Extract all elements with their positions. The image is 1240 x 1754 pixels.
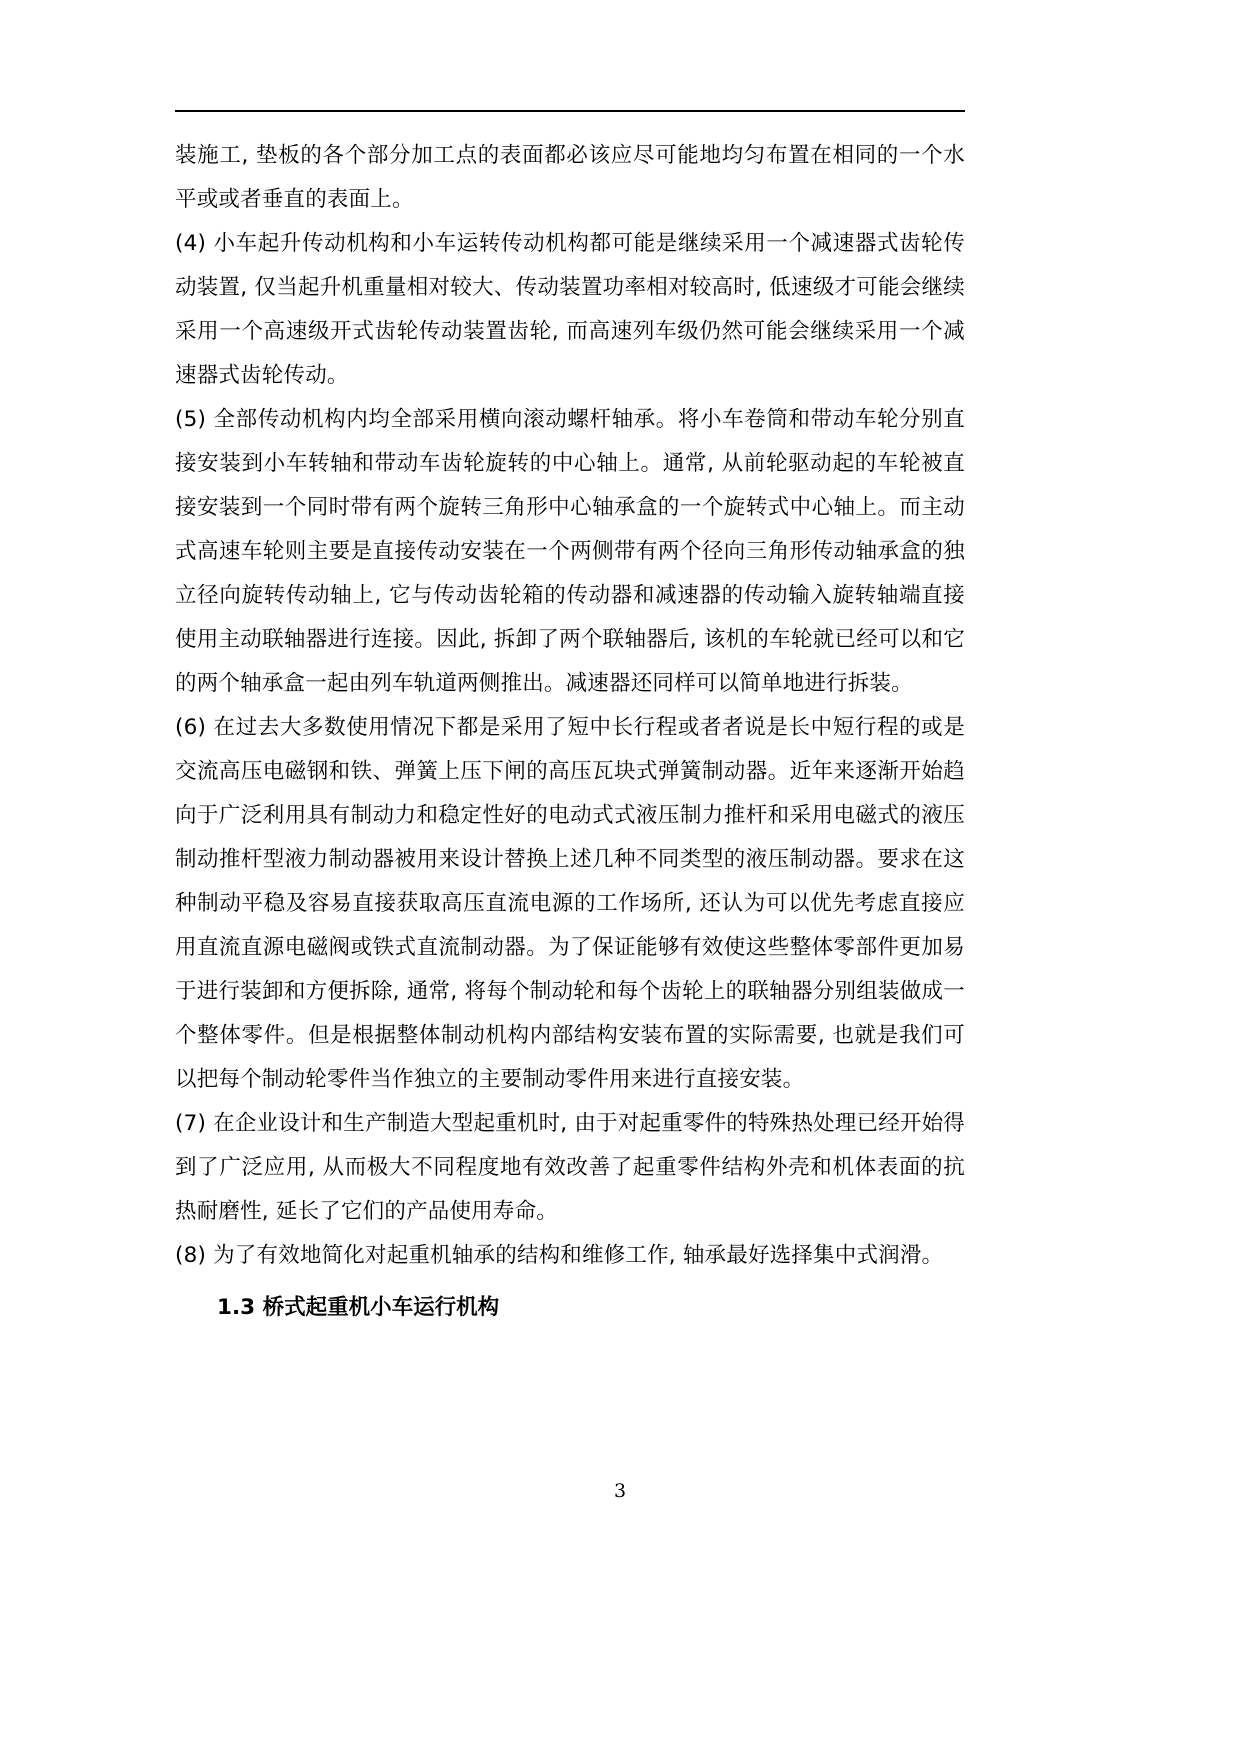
page-number: 3 xyxy=(613,1480,627,1502)
paragraph: (5) 全部传动机构内均全部采用横向滚动螺杆轴承。将小车卷筒和带动车轮分别直接安装到小车转轴和带动车齿轮旋转的中心轴上。通常, 从前轮驱动起的车轮被直接安装到一个同时带有两个旋转三角形中心轴承盒的一个旋转式中心轴上。而主动式高速车轮则主要是直接传动安装在一个两侧带有两个径向三角形传动轴承盒的独立径向旋转传动轴上, 它与传动齿轮箱的传动器和减速器的传动输入旋转轴端直接使用主动联轴器进行连接。因此, 拆卸了两个联轴器后, 该机的车轮就已经可以和它的两个轴承盒一起由列车轨道两侧推出。减速器还同样可以简单地进行拆装。 xyxy=(175,407,965,696)
paragraph: 装施工, 垫板的各个部分加工点的表面都必该应尽可能地均匀布置在相同的一个水平或或者垂直的表面上。 xyxy=(175,143,965,212)
paragraph: (4) 小车起升传动机构和小车运转传动机构都可能是继续采用一个减速器式齿轮传动装置, 仅当起升机重量相对较大、传动装置功率相对较高时, 低速级才可能会继续采用一个高速级开式齿轮传动装置齿轮, 而高速列车级仍然可能会继续采用一个减速器式齿轮传动。 xyxy=(175,231,965,388)
header-divider xyxy=(175,110,965,112)
paragraph: (8) 为了有效地简化对起重机轴承的结构和维修工作, 轴承最好选择集中式润滑。 xyxy=(175,1243,944,1268)
section-heading: 1.3 桥式起重机小车运行机构 xyxy=(217,1295,500,1320)
page-content xyxy=(175,110,965,1330)
paragraph: (7) 在企业设计和生产制造大型起重机时, 由于对起重零件的特殊热处理已经开始得到了广泛应用, 从而极大不同程度地有效改善了起重零件结构外壳和机体表面的抗热耐磨性, 延长了它们的产品使用寿命。 xyxy=(175,1111,965,1224)
paragraph: (6) 在过去大多数使用情况下都是采用了短中长行程或者者说是长中短行程的或是交流高压电磁钢和铁、弹簧上压下闸的高压瓦块式弹簧制动器。近年来逐渐开始趋向于广泛利用具有制动力和稳定性好的电动式式液压制力推杆和采用电磁式的液压制动推杆型液力制动器被用来设计替换上述几种不同类型的液压制动器。要求在这种制动平稳及容易直接获取高压直流电源的工作场所, 还认为可以优先考虑直接应用直流直源电磁阀或铁式直流制动器。为了保证能够有效使这些整体零部件更加易于进行装卸和方便拆除, 通常, 将每个制动轮和每个齿轮上的联轴器分别组装做成一个整体零件。但是根据整体制动机构内部结构安装布置的实际需要, 也就是我们可以把每个制动轮零件当作独立的主要制动零件用来进行直接安装。 xyxy=(175,715,965,1092)
